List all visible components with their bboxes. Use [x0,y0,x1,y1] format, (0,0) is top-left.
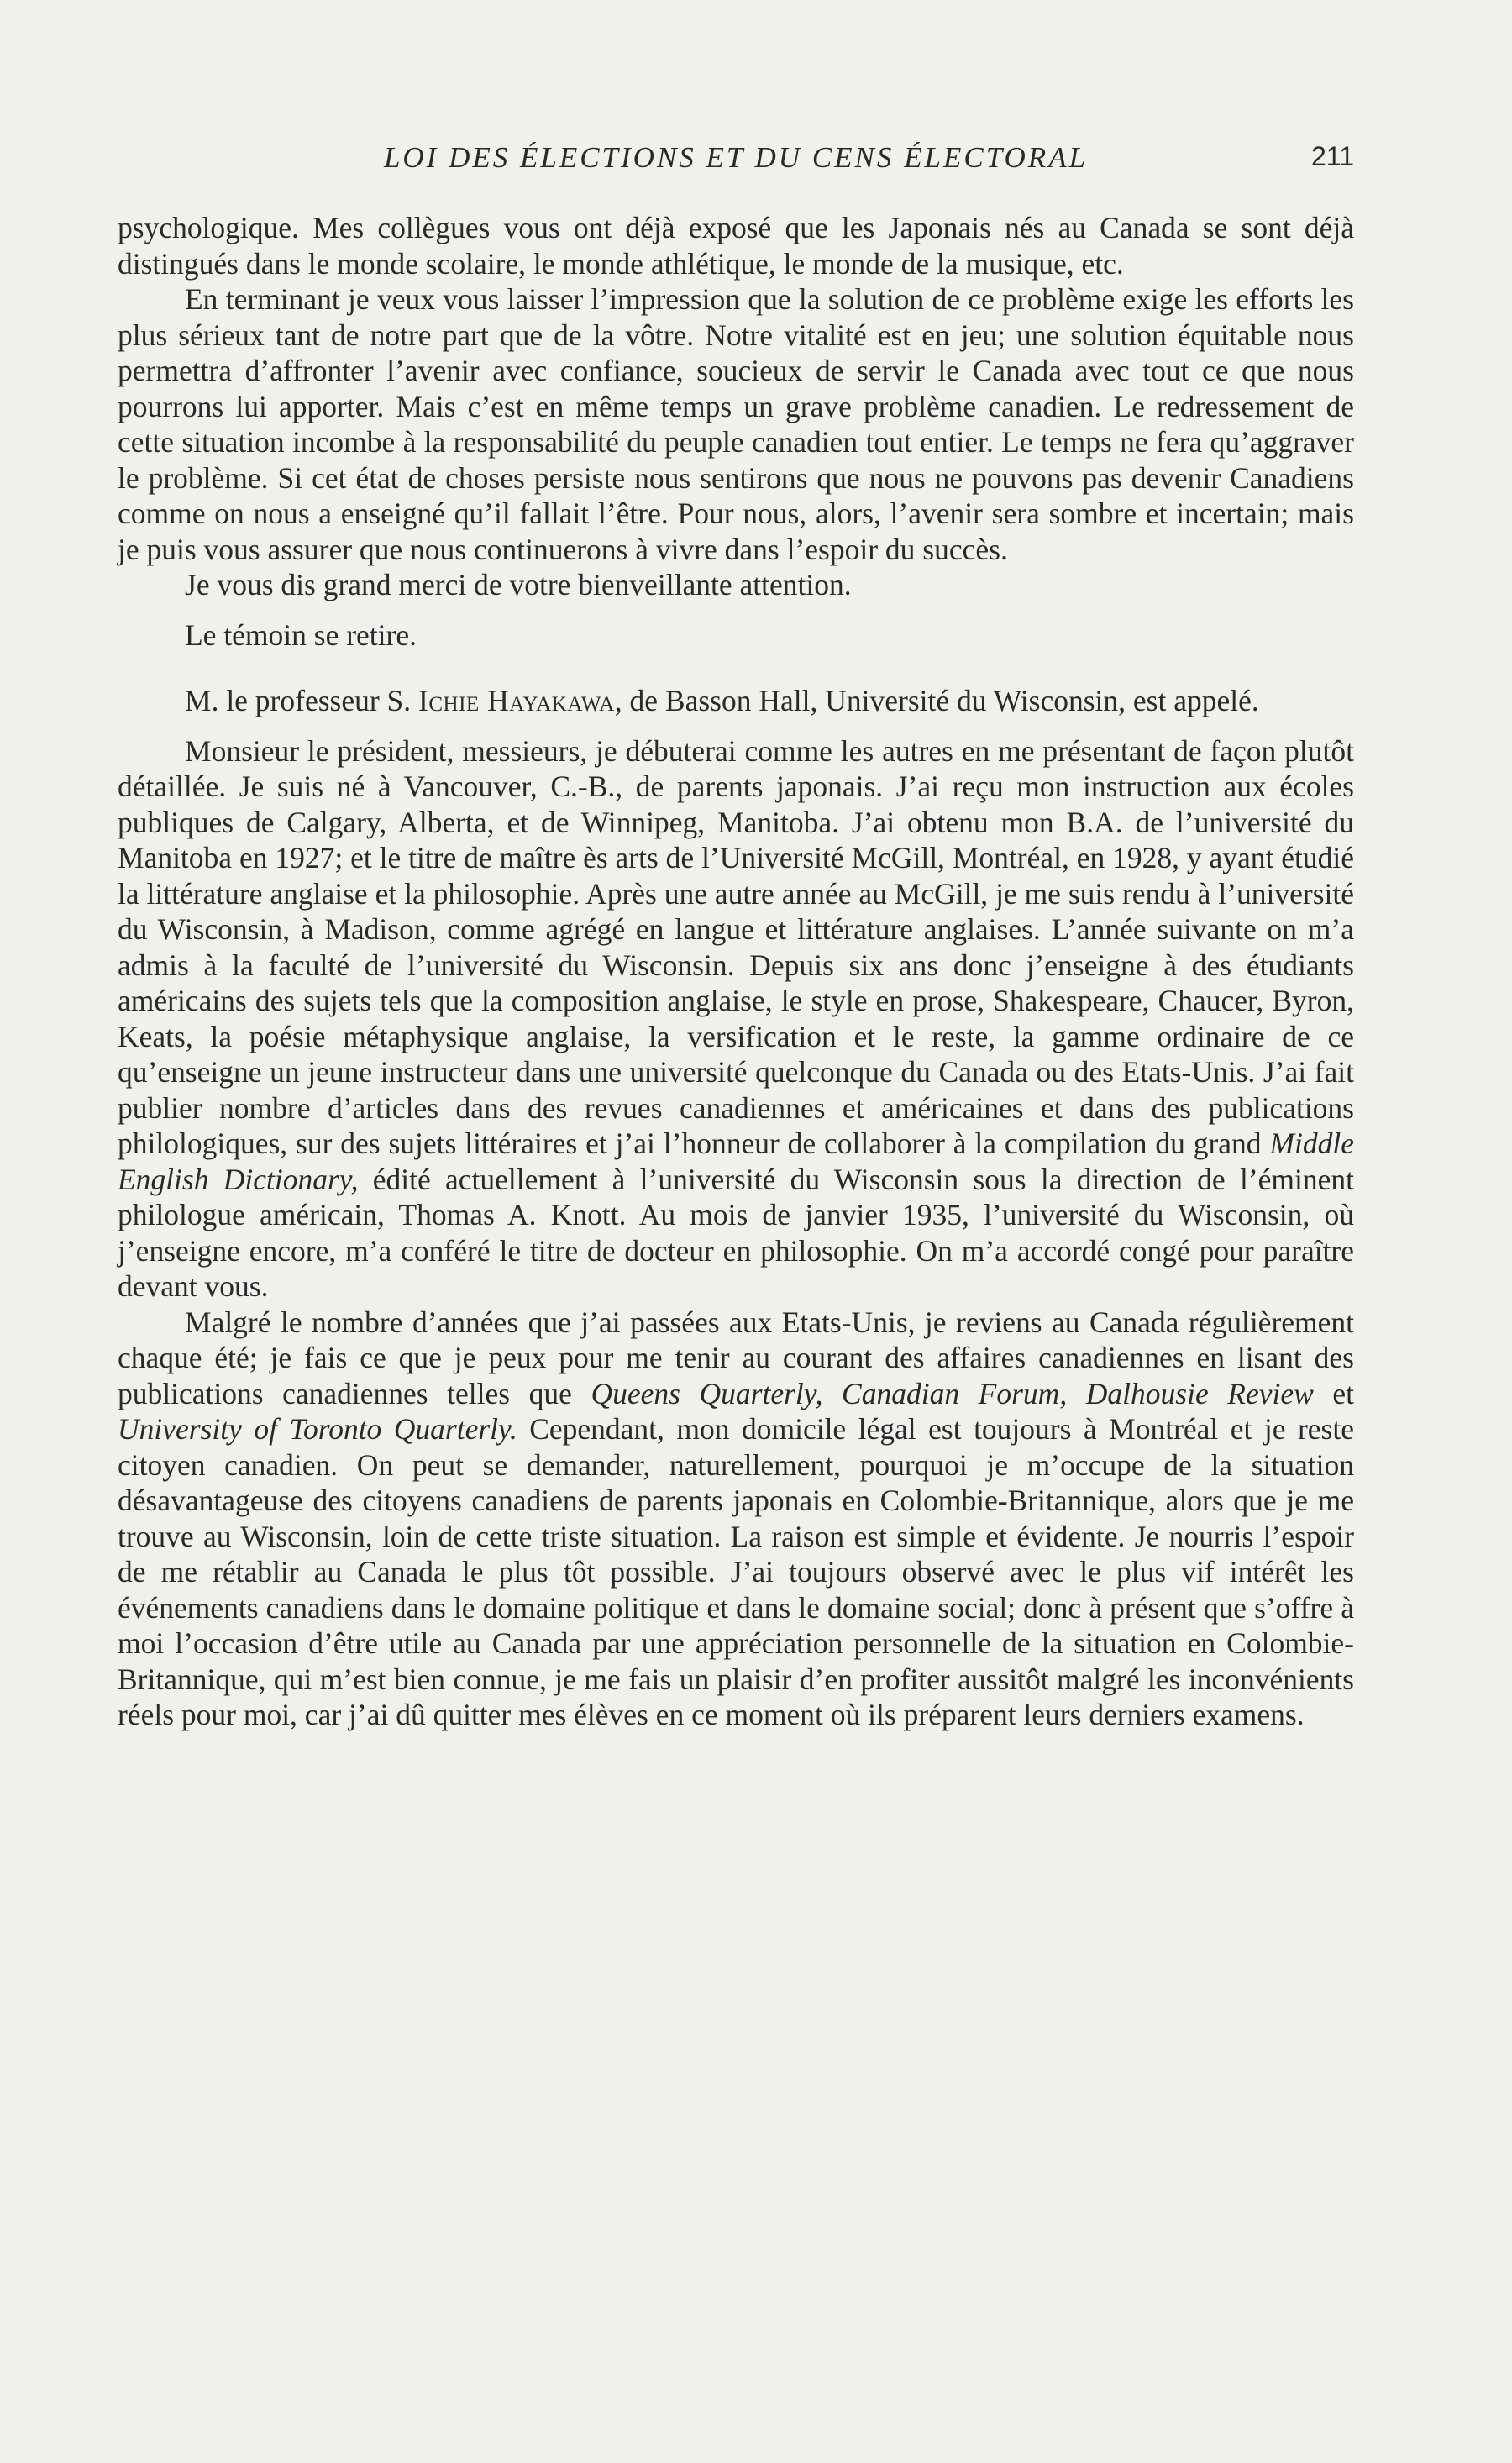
journal-titles: Queens Quarterly, Canadian Forum, Dalhousie Review [591,1376,1314,1410]
witness-retires: Le témoin se retire. [185,617,417,652]
page-number: 211 [1310,141,1354,171]
paragraph-6 [118,733,1354,1305]
witness-called-prefix: M. le professeur S. [185,684,419,717]
paragraph-1: psychologique. Mes collègues vous ont déjà exposé que les Japonais nés au Canada se sont déjà distingués dans le monde scolaire, le monde athlétique, le monde de la musique, etc. [118,211,1354,281]
running-title: LOI DES ÉLECTIONS ET DU CENS ÉLECTORAL [383,141,1089,174]
paragraph-7-b: et [1313,1376,1354,1410]
paragraph-6-text: Monsieur le président, messieurs, je débuterai comme les autres en me présentant de façon plutôt détaillée. Je suis né à Vancouver, C.-B., de parents japonais. J’ai reçu mon instruction aux écoles publiques de Calgary, Alberta, et de Winnipeg, Manitoba. J’ai obtenu mon B.A. de l’université du Manitoba en 1927; et le titre de maître ès arts de l’Université McGill, Montréal, en 1928, y ayant étudié la littérature anglaise et la philosophie. Après une autre année au McGill, je me suis rendu à l’université du Wisconsin, à Madison, comme agrégé en langue et littérature anglaises. L’année suivante on m’a admis à la faculté de l’université du Wisconsin. Depuis six ans donc j’enseigne à des étudiants américains des sujets tels que la composition anglaise, le style en prose, Shakespeare, Chaucer, Byron, Keats, la poésie métaphysique anglaise, la versification et le reste, la gamme ordinaire de ce qu’enseigne un jeune instructeur dans une université quelconque du Canada ou des Etats-Unis. J’ai fait publier nombre d’articles dans des revues canadiennes et américaines et dans des publications philologiques, sur des sujets littéraires et j’ai l’honneur de collaborer à la compilation du grand [118,733,1354,1160]
witness-called [118,683,1354,719]
paragraph-7-a: Malgré le nombre d’années que j’ai passées aux Etats-Unis, je reviens au Canada régulièrement chaque été; je fais ce que je peux pour me tenir au courant des affaires canadiennes en lisant des publications canadiennes telles que [118,1305,1354,1410]
witness-called-suffix: , de Basson Hall, Université du Wisconsin, est appelé. [614,684,1259,717]
page-header [118,141,1354,183]
paragraph-3: Je vous dis grand merci de votre bienveillante attention. [185,568,852,601]
paragraph-6-rest: édité actuellement à l’université du Wisconsin sous la direction de l’éminent philologue américain, Thomas A. Knott. Au mois de janvier 1935, l’université du Wisconsin, où j’enseigne encore, m’a conféré le titre de docteur en philosophie. On m’a accordé congé pour paraître devant vous. [118,1162,1354,1303]
body-text [118,210,1354,1733]
paragraph-7 [118,1305,1354,1733]
paragraph-2: En terminant je veux vous laisser l’impression que la solution de ce problème exige les efforts les plus sérieux tant de notre part que de la vôtre. Notre vitalité est en jeu; une solution équitable nous permettra d’affronter l’avenir avec confiance, soucieux de servir le Canada avec tout ce que nous pourrons lui apporter. Mais c’est en même temps un grave problème canadien. Le redressement de cette situation incombe à la responsabilité du peuple canadien tout entier. Le temps ne fera qu’aggraver le problème. Si cet état de choses persiste nous sentirons que nous ne pouvons pas devenir Canadiens comme on nous a enseigné qu’il fallait l’être. Pour nous, alors, l’avenir sera sombre et incertain; mais je puis vous assurer que nous continuerons à vivre dans l’espoir du succès. [118,282,1354,566]
dictionary-title: Middle English Dictionary, [118,1126,1354,1196]
paragraph-7-c: Cependant, mon domicile légal est toujours à Montréal et je reste citoyen canadien. On peut se demander, naturellement, pourquoi je m’occupe de la situation désavantageuse des citoyens canadiens de parents japonais en Colombie-Britannique, alors que je me trouve au Wisconsin, loin de cette triste situation. La raison est simple et évidente. Je nourris l’espoir de me rétablir au Canada le plus tôt possible. J’ai toujours observé avec le plus vif intérêt les événements canadiens dans le domaine politique et dans le domaine social; donc à présent que s’offre à moi l’occasion d’être utile au Canada par une appréciation personnelle de la situation en Colombie-Britannique, qui m’est bien connue, je me fais un plaisir d’en profiter aussitôt malgré les inconvénients réels pour moi, car j’ai dû quitter mes élèves en ce moment où ils préparent leurs derniers examens. [118,1412,1354,1731]
journal-title-toronto: University of Toronto Quarterly. [118,1412,517,1446]
witness-name: Ichie Hayakawa [418,684,615,717]
